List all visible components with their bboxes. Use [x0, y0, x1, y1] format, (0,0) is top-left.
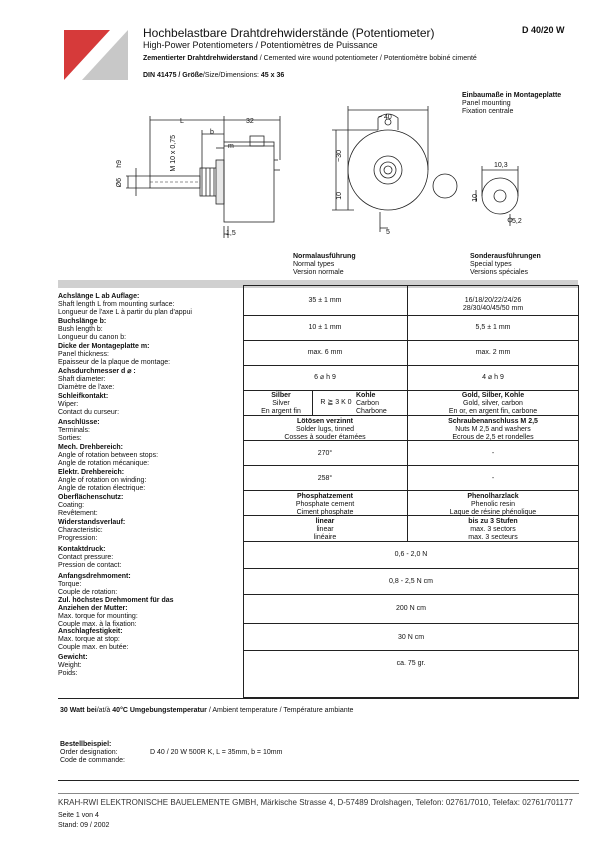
mounting-label — [462, 92, 561, 116]
row-label-coating — [58, 494, 238, 518]
wiper-divider — [312, 390, 313, 415]
terminals-special-en: Nuts M 2,5 and washers — [455, 426, 531, 433]
row-label-de2: Anziehen der Mutter: — [58, 605, 128, 612]
row-label-de: Anschlagfestigkeit: — [58, 628, 123, 635]
description-bold: Zementierter Drahtdrehwiderstand — [143, 55, 258, 62]
row-label-fr: Couple max. en butée: — [58, 644, 129, 651]
mech-rotation-normal: 270° — [317, 450, 333, 457]
mounting-label-de: Einbaumaße in Montageplatte — [462, 92, 562, 99]
order-label — [60, 741, 125, 765]
max-torque-nut-value: 200 N cm — [396, 605, 426, 612]
column-special-header — [470, 253, 541, 277]
row-label-de: Achsdurchmesser d ⌀ : — [58, 368, 136, 375]
page-title: Hochbelastbare Drahtdrehwiderstände (Potentiometer) — [143, 26, 435, 40]
load-bold-2: 40°C Umgebungstemperatur — [112, 707, 207, 714]
wiper-silver — [250, 392, 312, 416]
column-special-fr: Versions spéciales — [470, 269, 528, 276]
mech-rotation-special: - — [491, 450, 495, 457]
characteristic-special-en: max. 3 sectors — [470, 526, 516, 533]
shaft-diameter-normal: 6 ⌀ h 9 — [314, 374, 336, 381]
row-label-panel-thickness — [58, 343, 238, 367]
dim-5-2: 5,2 — [512, 218, 522, 225]
row-label-contact-pressure — [58, 546, 238, 570]
din-rest: /Size/Dimensions: — [202, 72, 261, 79]
row-label-fr: Contact du curseur: — [58, 409, 120, 416]
row-label-de: Dicke der Montageplatte m: — [58, 343, 150, 350]
shaft-diameter-special: 4 ⌀ h 9 — [482, 374, 504, 381]
wiper-carbon-fr: Charbone — [356, 408, 387, 415]
column-normal-fr: Version normale — [293, 269, 344, 276]
elec-rotation-special: - — [491, 475, 495, 482]
dim-m10: M 10 x 0,75 — [170, 135, 177, 172]
row-label-fr: Longueur du canon b: — [58, 334, 127, 341]
terminals-special-de: Schraubenanschluss M 2,5 — [448, 418, 538, 425]
footer-rule — [58, 793, 579, 794]
row-label-de: Gewicht: — [58, 654, 88, 661]
wiper-silver-fr: En argent fin — [261, 408, 301, 415]
characteristic-normal-en: linear — [316, 526, 334, 533]
dim-d6: Ø6 — [116, 178, 123, 188]
row-label-de: Elektr. Drehbereich: — [58, 469, 125, 476]
row-label-de: Oberflächenschutz: — [58, 494, 124, 501]
load-rest-1: /at/à — [96, 707, 113, 714]
row-label-elec-rotation — [58, 469, 238, 493]
row-sep — [243, 365, 579, 366]
row-label-terminals — [58, 419, 238, 443]
footer-company: KRAH-RWI ELEKTRONISCHE BAUELEMENTE GMBH, — [58, 798, 259, 807]
row-label-de: Kontaktdruck: — [58, 546, 106, 553]
row-label-mech-rotation — [58, 444, 238, 468]
company-logo — [62, 26, 130, 84]
terminals-special-fr: Ecrous de 2,5 et rondelles — [452, 434, 534, 441]
row-label-fr: Couple de rotation: — [58, 589, 118, 596]
din-bold: DIN 41475 / Größe — [143, 72, 203, 79]
row-label-fr: Longueur de l'axe L à partir du plan d'appui — [58, 309, 192, 316]
terminals-normal-de: Lötösen verzinnt — [296, 418, 353, 425]
section-divider — [58, 698, 579, 699]
row-sep — [243, 594, 579, 595]
order-label-en: Order designation: — [60, 749, 118, 756]
row-label-en: Angle of rotation on winding: — [58, 477, 147, 484]
row-label-de: Widerstandsverlauf: — [58, 519, 126, 526]
shaft-length-special-2: 28/30/40/45/50 mm — [462, 305, 524, 312]
coating-normal-de: Phosphatzement — [296, 493, 353, 500]
footer-page: Seite 1 von 4 — [58, 812, 99, 819]
row-sep — [243, 465, 579, 466]
din-size: 45 x 36 — [260, 72, 285, 79]
bush-length-special: 5,5 ± 1 mm — [475, 324, 511, 331]
row-label-en: Terminals: — [58, 427, 90, 434]
characteristic-special-de: bis zu 3 Stufen — [468, 518, 518, 525]
dim-5: 5 — [386, 229, 390, 236]
row-sep — [243, 490, 579, 491]
row-label-de: Zul. höchstes Drehmoment für das — [58, 597, 174, 604]
coating-normal-en: Phosphate cement — [295, 501, 355, 508]
wiper-special-en: Gold, silver, carbon — [463, 400, 523, 407]
row-label-en: Panel thickness: — [58, 351, 109, 358]
row-sep — [243, 623, 579, 624]
coating-special-en: Phenolic resin — [471, 501, 515, 508]
row-label-de: Anfangsdrehmoment: — [58, 573, 131, 580]
mounting-label-fr: Fixation centrale — [462, 108, 514, 115]
column-normal-header — [293, 253, 356, 277]
footer-address: Märkische Strasse 4, D-57489 Drolshagen, Telefon: 02761/7010, Telefax: 02761/701177 — [258, 798, 573, 807]
coating-special-fr: Laque de résine phénolique — [449, 509, 537, 516]
row-label-en: Bush length b: — [58, 326, 103, 333]
row-label-torque — [58, 573, 238, 597]
row-label-fr: Revêtement: — [58, 510, 98, 517]
torque-value: 0,8 - 2,5 N cm — [389, 578, 433, 585]
characteristic-normal-fr: linéaire — [313, 534, 337, 541]
coating-normal-fr: Ciment phosphate — [296, 509, 354, 516]
row-label-de: Buchslänge b: — [58, 318, 107, 325]
footer-address-line — [58, 798, 578, 807]
wiper-silver-de: Silber — [271, 392, 291, 399]
row-label-en: Torque: — [58, 581, 82, 588]
shaft-length-normal: 35 ± 1 mm — [308, 297, 342, 304]
row-label-en: Coating: — [58, 502, 85, 509]
dim-32: 32 — [246, 118, 254, 125]
row-label-de: Schleifkontakt: — [58, 393, 109, 400]
row-label-fr: Diamètre de l'axe: — [58, 384, 115, 391]
section-divider-bottom — [58, 780, 579, 781]
wiper-carbon-en: Carbon — [356, 400, 379, 407]
wiper-carbon — [356, 392, 390, 416]
load-bold-1: 30 Watt bei — [60, 707, 97, 714]
order-label-de: Bestellbeispiel: — [60, 741, 112, 748]
row-label-fr: Epaisseur de la plaque de montage: — [58, 359, 171, 366]
dim-10: 10 — [336, 192, 343, 200]
row-label-wiper — [58, 393, 238, 417]
row-label-weight — [58, 654, 238, 678]
dim-10-3: 10,3 — [494, 162, 508, 169]
characteristic-normal-de: linear — [315, 518, 335, 525]
row-label-en: Angle of rotation between stops: — [58, 452, 159, 459]
wiper-r-label: R ≧ 3 K 0 — [320, 399, 352, 406]
row-label-fr: Progression: — [58, 535, 98, 542]
dim-1-5: 1,5 — [226, 230, 236, 237]
column-normal-de: Normalausführung — [293, 253, 356, 260]
row-label-en: Shaft length L from mounting surface: — [58, 301, 175, 308]
characteristic-normal — [243, 518, 407, 542]
row-label-bush-length — [58, 318, 238, 342]
row-label-fr: Angle de rotation mécanique: — [58, 460, 150, 467]
characteristic-special-fr: max. 3 secteurs — [468, 534, 518, 541]
load-rest-2: / Ambient temperature / Température ambiante — [206, 707, 354, 714]
wiper-special — [407, 392, 579, 416]
column-special-de: Sonderausführungen — [470, 253, 541, 260]
row-label-de: Achslänge L ab Auflage: — [58, 293, 140, 300]
row-label-fr: Sorties: — [58, 435, 82, 442]
column-special-en: Special types — [470, 261, 512, 268]
row-label-fr: Couple max. à la fixation: — [58, 621, 137, 628]
product-description — [143, 55, 477, 63]
row-label-en: Max. torque at stop: — [58, 636, 120, 643]
wiper-carbon-de: Kohle — [356, 392, 376, 399]
terminals-normal — [243, 418, 407, 442]
dim-10b: 10 — [472, 194, 479, 202]
row-sep — [243, 390, 579, 391]
row-label-en: Weight: — [58, 662, 82, 669]
dim-b: b — [210, 129, 214, 136]
din-line — [143, 72, 284, 80]
mounting-label-en: Panel mounting — [462, 100, 511, 107]
row-sep — [243, 650, 579, 651]
bush-length-normal: 10 ± 1 mm — [308, 324, 342, 331]
contact-pressure-value: 0,6 - 2,0 N — [394, 551, 428, 558]
row-label-characteristic — [58, 519, 238, 543]
dim-L: L — [180, 118, 184, 125]
row-label-en: Characteristic: — [58, 527, 103, 534]
row-label-de: Anschlüsse: — [58, 419, 100, 426]
elec-rotation-normal: 258° — [317, 475, 333, 482]
terminals-special — [407, 418, 579, 442]
row-sep — [243, 315, 579, 316]
characteristic-special — [407, 518, 579, 542]
coating-special-de: Phenolharzlack — [467, 493, 519, 500]
technical-drawing — [110, 100, 465, 250]
row-label-stop-torque — [58, 628, 238, 652]
coating-special — [407, 493, 579, 517]
row-sep — [243, 568, 579, 569]
dim-h9: h9 — [116, 160, 123, 168]
row-label-en: Wiper: — [58, 401, 79, 408]
terminals-normal-fr: Cosses à souder étamées — [284, 434, 366, 441]
load-rating — [60, 707, 353, 715]
order-example: D 40 / 20 W 500R K, L = 35mm, b = 10mm — [150, 749, 283, 756]
column-normal-en: Normal types — [293, 261, 335, 268]
row-label-max-torque-nut — [58, 597, 238, 629]
terminals-normal-en: Solder lugs, tinned — [296, 426, 354, 433]
stop-torque-value: 30 N cm — [397, 634, 425, 641]
row-label-en: Max. torque for mounting: — [58, 613, 138, 620]
order-label-fr: Code de commande: — [60, 757, 125, 764]
row-label-fr: Poids: — [58, 670, 78, 677]
panel-thickness-special: max. 2 mm — [475, 349, 511, 356]
product-code: D 40/20 W — [522, 25, 565, 35]
row-label-shaft-length — [58, 293, 238, 317]
wiper-silver-en: Silver — [272, 400, 290, 407]
dim-30: ~30 — [336, 150, 343, 162]
wiper-special-fr: En or, en argent fin, carbone — [448, 408, 538, 415]
row-label-en: Shaft diameter: — [58, 376, 106, 383]
row-label-fr: Pression de contact: — [58, 562, 122, 569]
description-rest: / Cemented wire wound potentiometer / Potentiomètre bobiné cimenté — [257, 55, 477, 62]
coating-normal — [243, 493, 407, 517]
footer-stand: Stand: 09 / 2002 — [58, 822, 110, 829]
row-label-shaft-diameter — [58, 368, 238, 392]
row-label-en: Contact pressure: — [58, 554, 114, 561]
dim-40: ~ 40 — [378, 114, 392, 121]
row-label-de: Mech. Drehbereich: — [58, 444, 123, 451]
wiper-special-de: Gold, Silber, Kohle — [461, 392, 525, 399]
row-sep — [243, 340, 579, 341]
weight-value: ca. 75 gr. — [396, 660, 426, 667]
page-subtitle: High-Power Potentiometers / Potentiomètres de Puissance — [143, 40, 378, 50]
row-label-fr: Angle de rotation électrique: — [58, 485, 146, 492]
dim-m: m — [228, 143, 234, 150]
shaft-length-special-1: 16/18/20/22/24/26 — [464, 297, 522, 304]
panel-thickness-normal: max. 6 mm — [307, 349, 343, 356]
shaft-length-special — [407, 297, 579, 313]
